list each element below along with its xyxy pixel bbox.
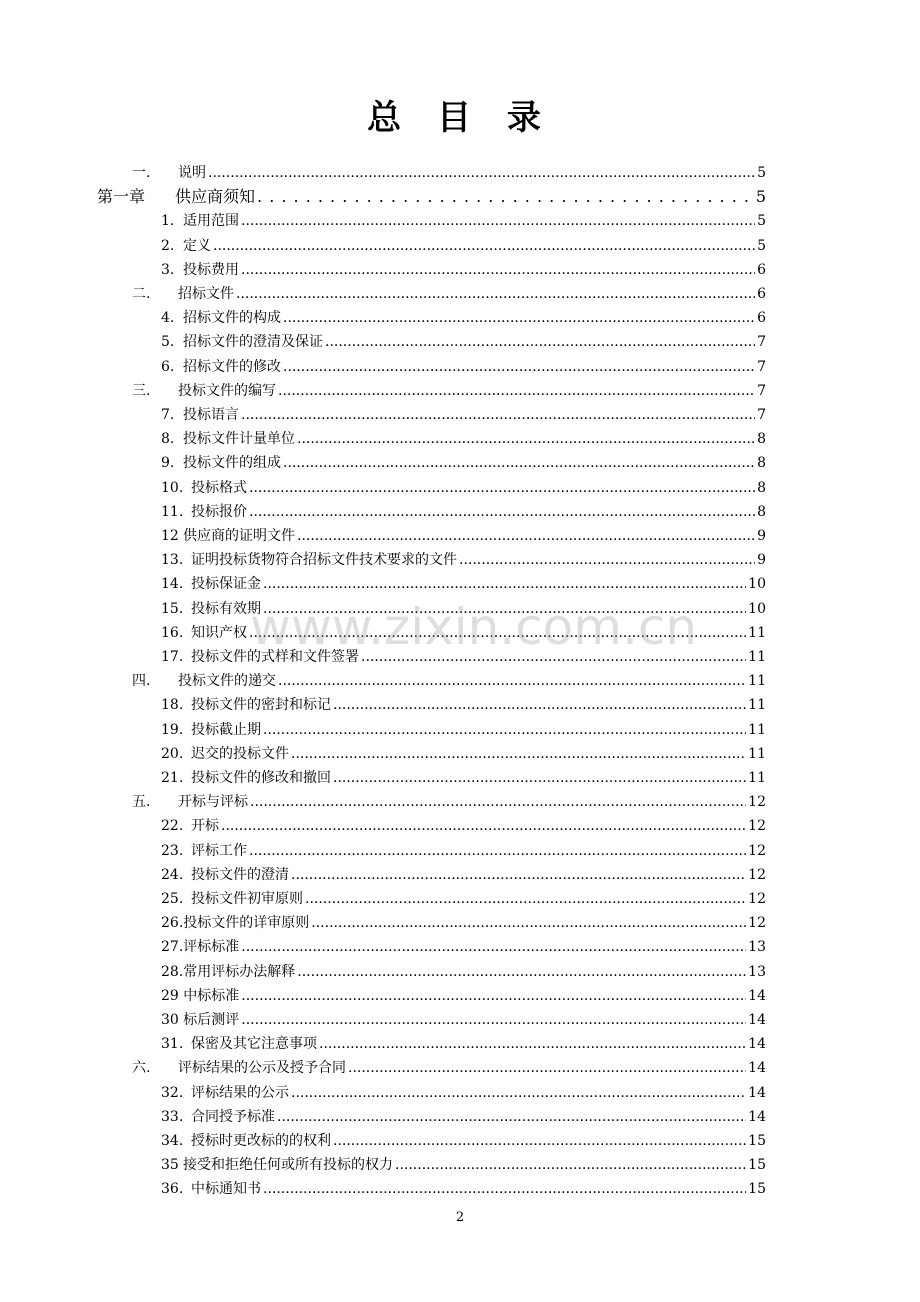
toc-entry[interactable] (161, 598, 766, 620)
toc-entry-number: 20. (161, 745, 184, 762)
toc-entry-page: 14 (748, 1108, 766, 1125)
toc-leader-dots (263, 719, 746, 741)
toc-entry-title: 招标文件 (178, 286, 234, 302)
toc-entry-title: 29 中标标准 (161, 987, 240, 1004)
toc-entry[interactable] (161, 356, 766, 378)
toc-entry-page: 7 (757, 334, 766, 351)
toc-leader-dots (241, 404, 755, 426)
toc-entry-number: 12 (161, 528, 179, 544)
toc-entry-page: 15 (748, 1133, 766, 1149)
toc-leader-dots (291, 864, 746, 886)
toc-leader-dots (311, 912, 746, 934)
toc-leader-dots (283, 452, 755, 474)
toc-entry-page: 7 (757, 407, 766, 423)
toc-entry-page: 11 (748, 649, 766, 665)
toc-entry-title: 投标保证金 (191, 576, 261, 593)
toc-entry[interactable] (161, 428, 766, 450)
toc-entry-page: 15 (748, 1157, 766, 1174)
toc-leader-dots (297, 961, 746, 983)
toc-entry-title: 28.常用评标办法解释 (161, 963, 296, 980)
toc-leader-dots (333, 694, 746, 716)
toc-entry-page: 12 (748, 866, 766, 883)
toc-entry[interactable] (161, 1082, 766, 1104)
toc-entry-page: 14 (748, 1060, 766, 1077)
toc-entry-number: 一. (132, 165, 151, 181)
toc-entry[interactable] (132, 162, 766, 184)
toc-entry-title: 27.评标标准 (161, 939, 240, 956)
toc-entry-number: 36. (161, 1181, 184, 1198)
toc-entry-title: 投标报价 (191, 503, 247, 520)
toc-entry-title: 合同授予标准 (191, 1108, 275, 1125)
toc-leader-dots (283, 307, 755, 329)
toc-leader-dots (278, 670, 746, 692)
toc-entry-page: 12 (748, 915, 766, 932)
toc-entry-page: 13 (748, 963, 766, 980)
toc-entry-page: 11 (748, 770, 766, 786)
toc-entry[interactable] (161, 452, 766, 474)
toc-entry-number: 34. (161, 1133, 184, 1149)
toc-entry-page: 5 (757, 213, 766, 230)
toc-entry-page: 8 (757, 503, 766, 520)
toc-entry-page: 6 (757, 310, 766, 327)
toc-entry-number: 31. (161, 1036, 184, 1053)
toc-entry-number: 四. (132, 673, 151, 690)
toc-leader-dots (263, 573, 746, 595)
toc-entry-page: 7 (757, 382, 766, 399)
toc-entry-title: 开标 (191, 818, 219, 835)
toc-leader-dots (305, 888, 746, 910)
toc-entry[interactable] (161, 961, 766, 983)
toc-entry-page: 12 (748, 842, 766, 859)
toc-entry[interactable] (161, 912, 766, 934)
toc-entry[interactable] (161, 1154, 766, 1176)
toc-leader-dots (221, 815, 746, 837)
toc-entry-title: 证明投标货物符合招标文件技术要求的文件 (191, 552, 457, 569)
toc-leader-dots (241, 936, 746, 958)
toc-entry-page: 9 (757, 552, 766, 569)
toc-entry-page: 9 (757, 528, 766, 544)
toc-leader-dots (291, 1082, 746, 1104)
toc-entry-page: 11 (748, 721, 766, 738)
toc-entry-page: 14 (748, 1036, 766, 1053)
toc-leader-dots (241, 259, 755, 281)
toc-leader-dots (208, 162, 755, 184)
toc-entry-title: 投标截止期 (191, 721, 261, 738)
toc-entry[interactable] (132, 791, 766, 813)
toc-entry-number: 9. (161, 455, 175, 472)
toc-leader-dots (333, 1130, 746, 1152)
toc-entry-page: 8 (757, 455, 766, 472)
toc-entry-number: 六. (132, 1060, 151, 1077)
toc-leader-dots (213, 235, 755, 257)
toc-entry-page: 11 (748, 624, 766, 641)
toc-entry-number: 10. (161, 479, 184, 496)
toc-entry-title: 接受和拒绝任何或所有投标的权力 (183, 1157, 393, 1174)
toc-entry-title: 投标文件的澄清 (191, 866, 289, 883)
toc-leader-dots (263, 1178, 746, 1200)
toc-entry-number: 15. (161, 600, 184, 617)
toc-leader-dots (278, 380, 755, 402)
toc-entry[interactable] (161, 646, 766, 668)
toc-leader-dots (249, 840, 746, 862)
toc-entry-page: 8 (757, 479, 766, 496)
toc-entry-page: 7 (757, 358, 766, 375)
toc-entry-title: 开标与评标 (178, 794, 248, 811)
toc-entry[interactable] (161, 501, 766, 523)
toc-entry-number: 7. (161, 407, 175, 423)
toc-entry-number: 第一章 (97, 187, 146, 207)
toc-entry[interactable] (161, 1009, 766, 1031)
watermark: www.zixin.com.cn (250, 598, 698, 656)
toc-entry-title: 评标结果的公示及授予合同 (178, 1060, 346, 1077)
toc-entry-number: 4. (161, 310, 175, 327)
toc-entry[interactable] (161, 815, 766, 837)
toc-entry-page: 5 (757, 237, 766, 254)
toc-leader-dots (241, 210, 755, 232)
toc-entry-number: 14. (161, 576, 184, 593)
toc-entry[interactable] (161, 1106, 766, 1128)
toc-leader-dots (395, 1154, 746, 1176)
toc-entry-page: 10 (748, 576, 766, 593)
toc-entry-title: 投标费用 (183, 261, 239, 278)
toc-entry[interactable] (161, 622, 766, 644)
toc-leader-dots (283, 356, 755, 378)
toc-entry-title: 30 标后测评 (161, 1012, 240, 1028)
toc-entry-page: 10 (748, 600, 766, 617)
toc-entry-number: 16. (161, 624, 184, 641)
toc-entry-number: 五. (132, 794, 151, 811)
toc-entry-title: 保密及其它注意事项 (191, 1036, 317, 1053)
toc-entry[interactable] (161, 210, 766, 232)
toc-entry[interactable] (161, 549, 766, 571)
toc-leader-dots (277, 1106, 746, 1128)
toc-entry[interactable] (161, 307, 766, 329)
toc-entry-number: 35 (161, 1157, 179, 1174)
toc-leader-dots (249, 501, 755, 523)
toc-entry-page: 11 (748, 673, 766, 690)
toc-entry-page: 13 (748, 939, 766, 956)
toc-entry-number: 24. (161, 866, 184, 883)
toc-entry-title: 投标语言 (183, 407, 239, 423)
toc-entry-page: 12 (748, 818, 766, 835)
toc-entry-number: 二. (132, 286, 151, 302)
toc-entry-number: 18. (161, 697, 184, 714)
toc-entry-page: 5 (755, 187, 766, 207)
toc-leader-dots (236, 283, 755, 305)
toc-entry[interactable] (161, 525, 766, 547)
toc-entry-number: 三. (132, 382, 151, 399)
toc-entry-title: 招标文件的构成 (183, 310, 281, 327)
toc-entry-title: 说明 (178, 165, 206, 181)
toc-entry-page: 8 (757, 431, 766, 448)
toc-entry-title: 投标文件的式样和文件签署 (191, 649, 359, 665)
document-title: 总 目 录 (367, 98, 553, 138)
toc-entry-title: 招标文件的修改 (183, 358, 281, 375)
toc-entry-title: 投标文件计量单位 (183, 431, 295, 448)
toc-leader-dots (250, 791, 746, 813)
toc-leader-dots (249, 622, 746, 644)
toc-leader-dots (319, 1033, 746, 1055)
toc-leader-dots (257, 186, 754, 208)
toc-entry-number: 32. (161, 1084, 184, 1101)
toc-leader-dots (459, 549, 755, 571)
toc-entry-title: 评标结果的公示 (191, 1084, 289, 1101)
toc-entry-number: 17. (161, 649, 184, 665)
toc-entry-number: 6. (161, 358, 175, 375)
toc-entry-title: 投标文件的组成 (183, 455, 281, 472)
toc-entry-number: 33. (161, 1108, 184, 1125)
toc-entry-number: 1. (161, 213, 175, 230)
toc-entry-page: 12 (748, 891, 766, 907)
toc-entry[interactable] (161, 235, 766, 257)
toc-entry-title: 投标文件的修改和撤回 (191, 770, 331, 786)
toc-entry-title: 适用范围 (183, 213, 239, 230)
page-number: 2 (455, 1210, 465, 1225)
toc-entry-title: 26.投标文件的详审原则 (161, 915, 310, 932)
toc-entry[interactable] (161, 888, 766, 910)
toc-entry[interactable] (97, 186, 766, 208)
toc-entry-page: 5 (757, 165, 766, 181)
toc-entry-number: 8. (161, 431, 175, 448)
toc-entry-page: 11 (748, 697, 766, 714)
toc-leader-dots (241, 1009, 746, 1031)
toc-entry[interactable] (132, 380, 766, 402)
toc-entry[interactable] (161, 719, 766, 741)
toc-entry-number: 5. (161, 334, 175, 351)
toc-entry-title: 迟交的投标文件 (191, 745, 289, 762)
toc-entry[interactable] (161, 840, 766, 862)
toc-leader-dots (325, 331, 755, 353)
toc-leader-dots (333, 767, 746, 789)
toc-entry-title: 投标有效期 (191, 600, 261, 617)
toc-entry[interactable] (161, 1130, 766, 1152)
toc-entry[interactable] (132, 670, 766, 692)
toc-entry-title: 招标文件的澄清及保证 (183, 334, 323, 351)
toc-entry[interactable] (161, 936, 766, 958)
toc-entry-number: 19. (161, 721, 184, 738)
toc-entry-title: 投标文件的递交 (178, 673, 276, 690)
toc-entry-number: 3. (161, 261, 175, 278)
toc-entry[interactable] (132, 283, 766, 305)
toc-entry-number: 2. (161, 237, 175, 254)
toc-entry-page: 14 (748, 1084, 766, 1101)
toc-entry[interactable] (161, 985, 766, 1007)
toc-entry-page: 6 (757, 286, 766, 302)
toc-entry-page: 14 (748, 1012, 766, 1028)
toc-entry[interactable] (161, 743, 766, 765)
toc-entry-title: 投标格式 (191, 479, 247, 496)
toc-entry-number: 13. (161, 552, 184, 569)
toc-leader-dots (291, 743, 746, 765)
toc-entry-page: 11 (748, 745, 766, 762)
toc-entry-title: 定义 (183, 237, 211, 254)
toc-entry-title: 投标文件的密封和标记 (191, 697, 331, 714)
toc-entry[interactable] (161, 1033, 766, 1055)
toc-leader-dots (263, 598, 746, 620)
toc-entry[interactable] (161, 259, 766, 281)
toc-entry[interactable] (161, 404, 766, 426)
toc-entry[interactable] (161, 477, 766, 499)
toc-entry[interactable] (161, 1178, 766, 1200)
toc-leader-dots (297, 428, 755, 450)
toc-entry-page: 6 (757, 261, 766, 278)
toc-entry-title: 供应商的证明文件 (183, 528, 295, 544)
toc-entry-title: 中标通知书 (191, 1181, 261, 1198)
toc-entry-title: 供应商须知 (175, 187, 256, 207)
toc-entry[interactable] (161, 767, 766, 789)
toc-entry-title: 知识产权 (191, 624, 247, 641)
toc-entry[interactable] (132, 1057, 766, 1079)
toc-entry-title: 授标时更改标的的权利 (191, 1133, 331, 1149)
toc-leader-dots (361, 646, 746, 668)
toc-entry-title: 投标文件的编写 (178, 382, 276, 399)
toc-entry-page: 14 (748, 987, 766, 1004)
toc-entry-number: 22. (161, 818, 184, 835)
toc-entry-number: 25. (161, 891, 184, 907)
toc-entry-number: 11. (161, 503, 184, 520)
toc-entry-title: 投标文件初审原则 (191, 891, 303, 907)
toc-entry[interactable] (161, 694, 766, 716)
toc-leader-dots (348, 1057, 746, 1079)
toc-entry[interactable] (161, 864, 766, 886)
toc-leader-dots (241, 985, 746, 1007)
toc-leader-dots (249, 477, 755, 499)
toc-entry-page: 15 (748, 1181, 766, 1198)
toc-entry[interactable] (161, 573, 766, 595)
toc-entry-page: 12 (748, 794, 766, 811)
toc-entry-number: 21. (161, 770, 184, 786)
toc-entry-number: 23. (161, 842, 184, 859)
toc-leader-dots (297, 525, 755, 547)
toc-entry[interactable] (161, 331, 766, 353)
toc-entry-title: 评标工作 (191, 842, 247, 859)
